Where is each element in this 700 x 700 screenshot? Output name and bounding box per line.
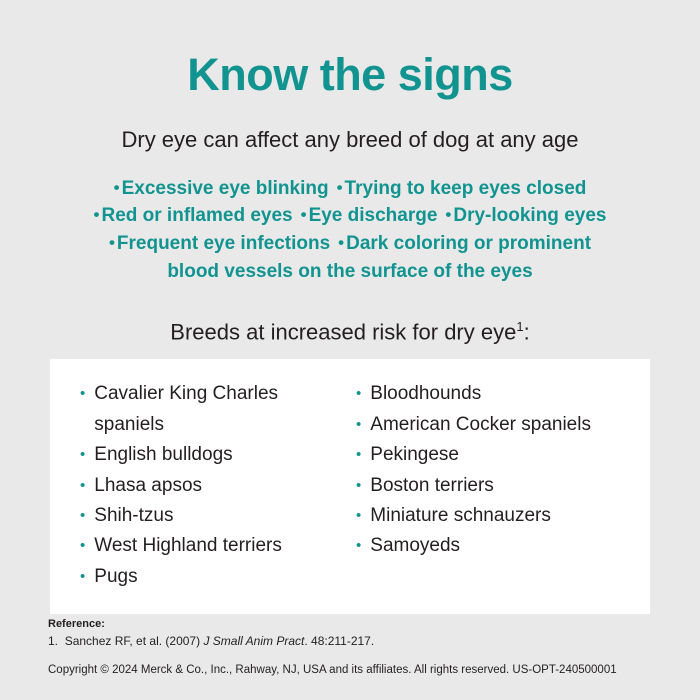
reference-journal: J Small Anim Pract <box>203 634 305 648</box>
sign-label: Dark coloring or prominent <box>346 232 592 254</box>
sign-label: Frequent eye infections <box>116 232 331 254</box>
breed-label: Lhasa apsos <box>94 474 203 496</box>
signs-line-2 <box>48 202 652 230</box>
reference-authors: Sanchez RF, et al. (2007) <box>64 634 201 648</box>
sign-item <box>109 233 330 254</box>
bullet-icon: • <box>338 232 345 252</box>
breed-label: Pugs <box>94 565 138 587</box>
reference-label: Reference: <box>48 618 105 630</box>
sign-item <box>445 205 606 226</box>
reference-citation <box>48 634 660 648</box>
list-item <box>74 440 350 470</box>
bullet-icon: • <box>356 506 362 524</box>
list-item <box>74 379 350 440</box>
list-item <box>350 531 626 561</box>
bullet-icon: • <box>356 385 362 403</box>
breeds-heading-text: Breeds at increased risk for dry eye <box>170 319 517 345</box>
bullet-icon: • <box>80 446 86 464</box>
sign-label: Trying to keep eyes closed <box>344 177 587 199</box>
breed-label: West Highland terriers <box>94 535 282 557</box>
sign-label: Excessive eye blinking <box>121 177 329 199</box>
bullet-icon: • <box>356 537 362 555</box>
footer <box>48 618 660 676</box>
breeds-card <box>50 359 650 614</box>
list-item <box>74 562 350 592</box>
breed-label: Samoyeds <box>370 535 461 557</box>
bullet-icon: • <box>80 567 86 585</box>
reference-number: 1. <box>48 634 59 648</box>
breed-label: American Cocker spaniels <box>370 413 591 435</box>
sign-item <box>94 205 293 226</box>
bullet-icon: • <box>445 205 452 225</box>
breeds-column-left <box>74 379 350 592</box>
bullet-icon: • <box>80 476 86 494</box>
reference-pages: . 48:211-217. <box>304 634 375 648</box>
subtitle: Dry eye can affect any breed of dog at any age <box>121 126 579 152</box>
breed-label: Miniature schnauzers <box>370 504 551 526</box>
signs-line-4: blood vessels on the surface of the eyes <box>167 260 533 282</box>
sign-item <box>114 178 329 199</box>
bullet-icon: • <box>80 537 86 555</box>
signs-line-3 <box>48 230 652 258</box>
page-title: Know the signs <box>187 49 513 100</box>
bullet-icon: • <box>356 415 362 433</box>
sign-label: Red or inflamed eyes <box>101 205 293 227</box>
sign-label: Eye discharge <box>308 205 438 227</box>
bullet-icon: • <box>80 385 86 403</box>
list-item <box>350 410 626 440</box>
sign-item <box>338 233 591 254</box>
footnote-marker: 1 <box>516 319 524 335</box>
list-item <box>74 501 350 531</box>
breed-label: Boston terriers <box>370 474 494 496</box>
breed-label: Pekingese <box>370 444 459 466</box>
bullet-icon: • <box>93 205 100 225</box>
bullet-icon: • <box>336 177 343 197</box>
breeds-column-right <box>350 379 626 592</box>
breed-label: English bulldogs <box>94 444 233 466</box>
list-item <box>350 501 626 531</box>
bullet-icon: • <box>356 476 362 494</box>
list-item <box>350 471 626 501</box>
breeds-heading-colon: : <box>523 319 530 345</box>
list-item <box>350 440 626 470</box>
copyright-text: Copyright © 2024 Merck & Co., Inc., Rahway, NJ, USA and its affiliates. All rights reserved. US-OPT-240500001 <box>48 664 617 676</box>
bullet-icon: • <box>113 177 120 197</box>
signs-line-1 <box>48 175 652 203</box>
sign-item <box>337 178 587 199</box>
breed-label: Shih-tzus <box>94 504 174 526</box>
list-item <box>350 379 626 409</box>
bullet-icon: • <box>300 205 307 225</box>
breed-label: Bloodhounds <box>370 383 482 405</box>
bullet-icon: • <box>356 446 362 464</box>
list-item <box>74 531 350 561</box>
breed-label: Cavalier King Charles spaniels <box>94 383 279 435</box>
sign-label: Dry-looking eyes <box>453 205 607 227</box>
sign-item <box>301 205 438 226</box>
breeds-heading <box>26 319 674 345</box>
signs-list <box>26 175 674 285</box>
list-item <box>74 471 350 501</box>
bullet-icon: • <box>80 506 86 524</box>
bullet-icon: • <box>108 232 115 252</box>
